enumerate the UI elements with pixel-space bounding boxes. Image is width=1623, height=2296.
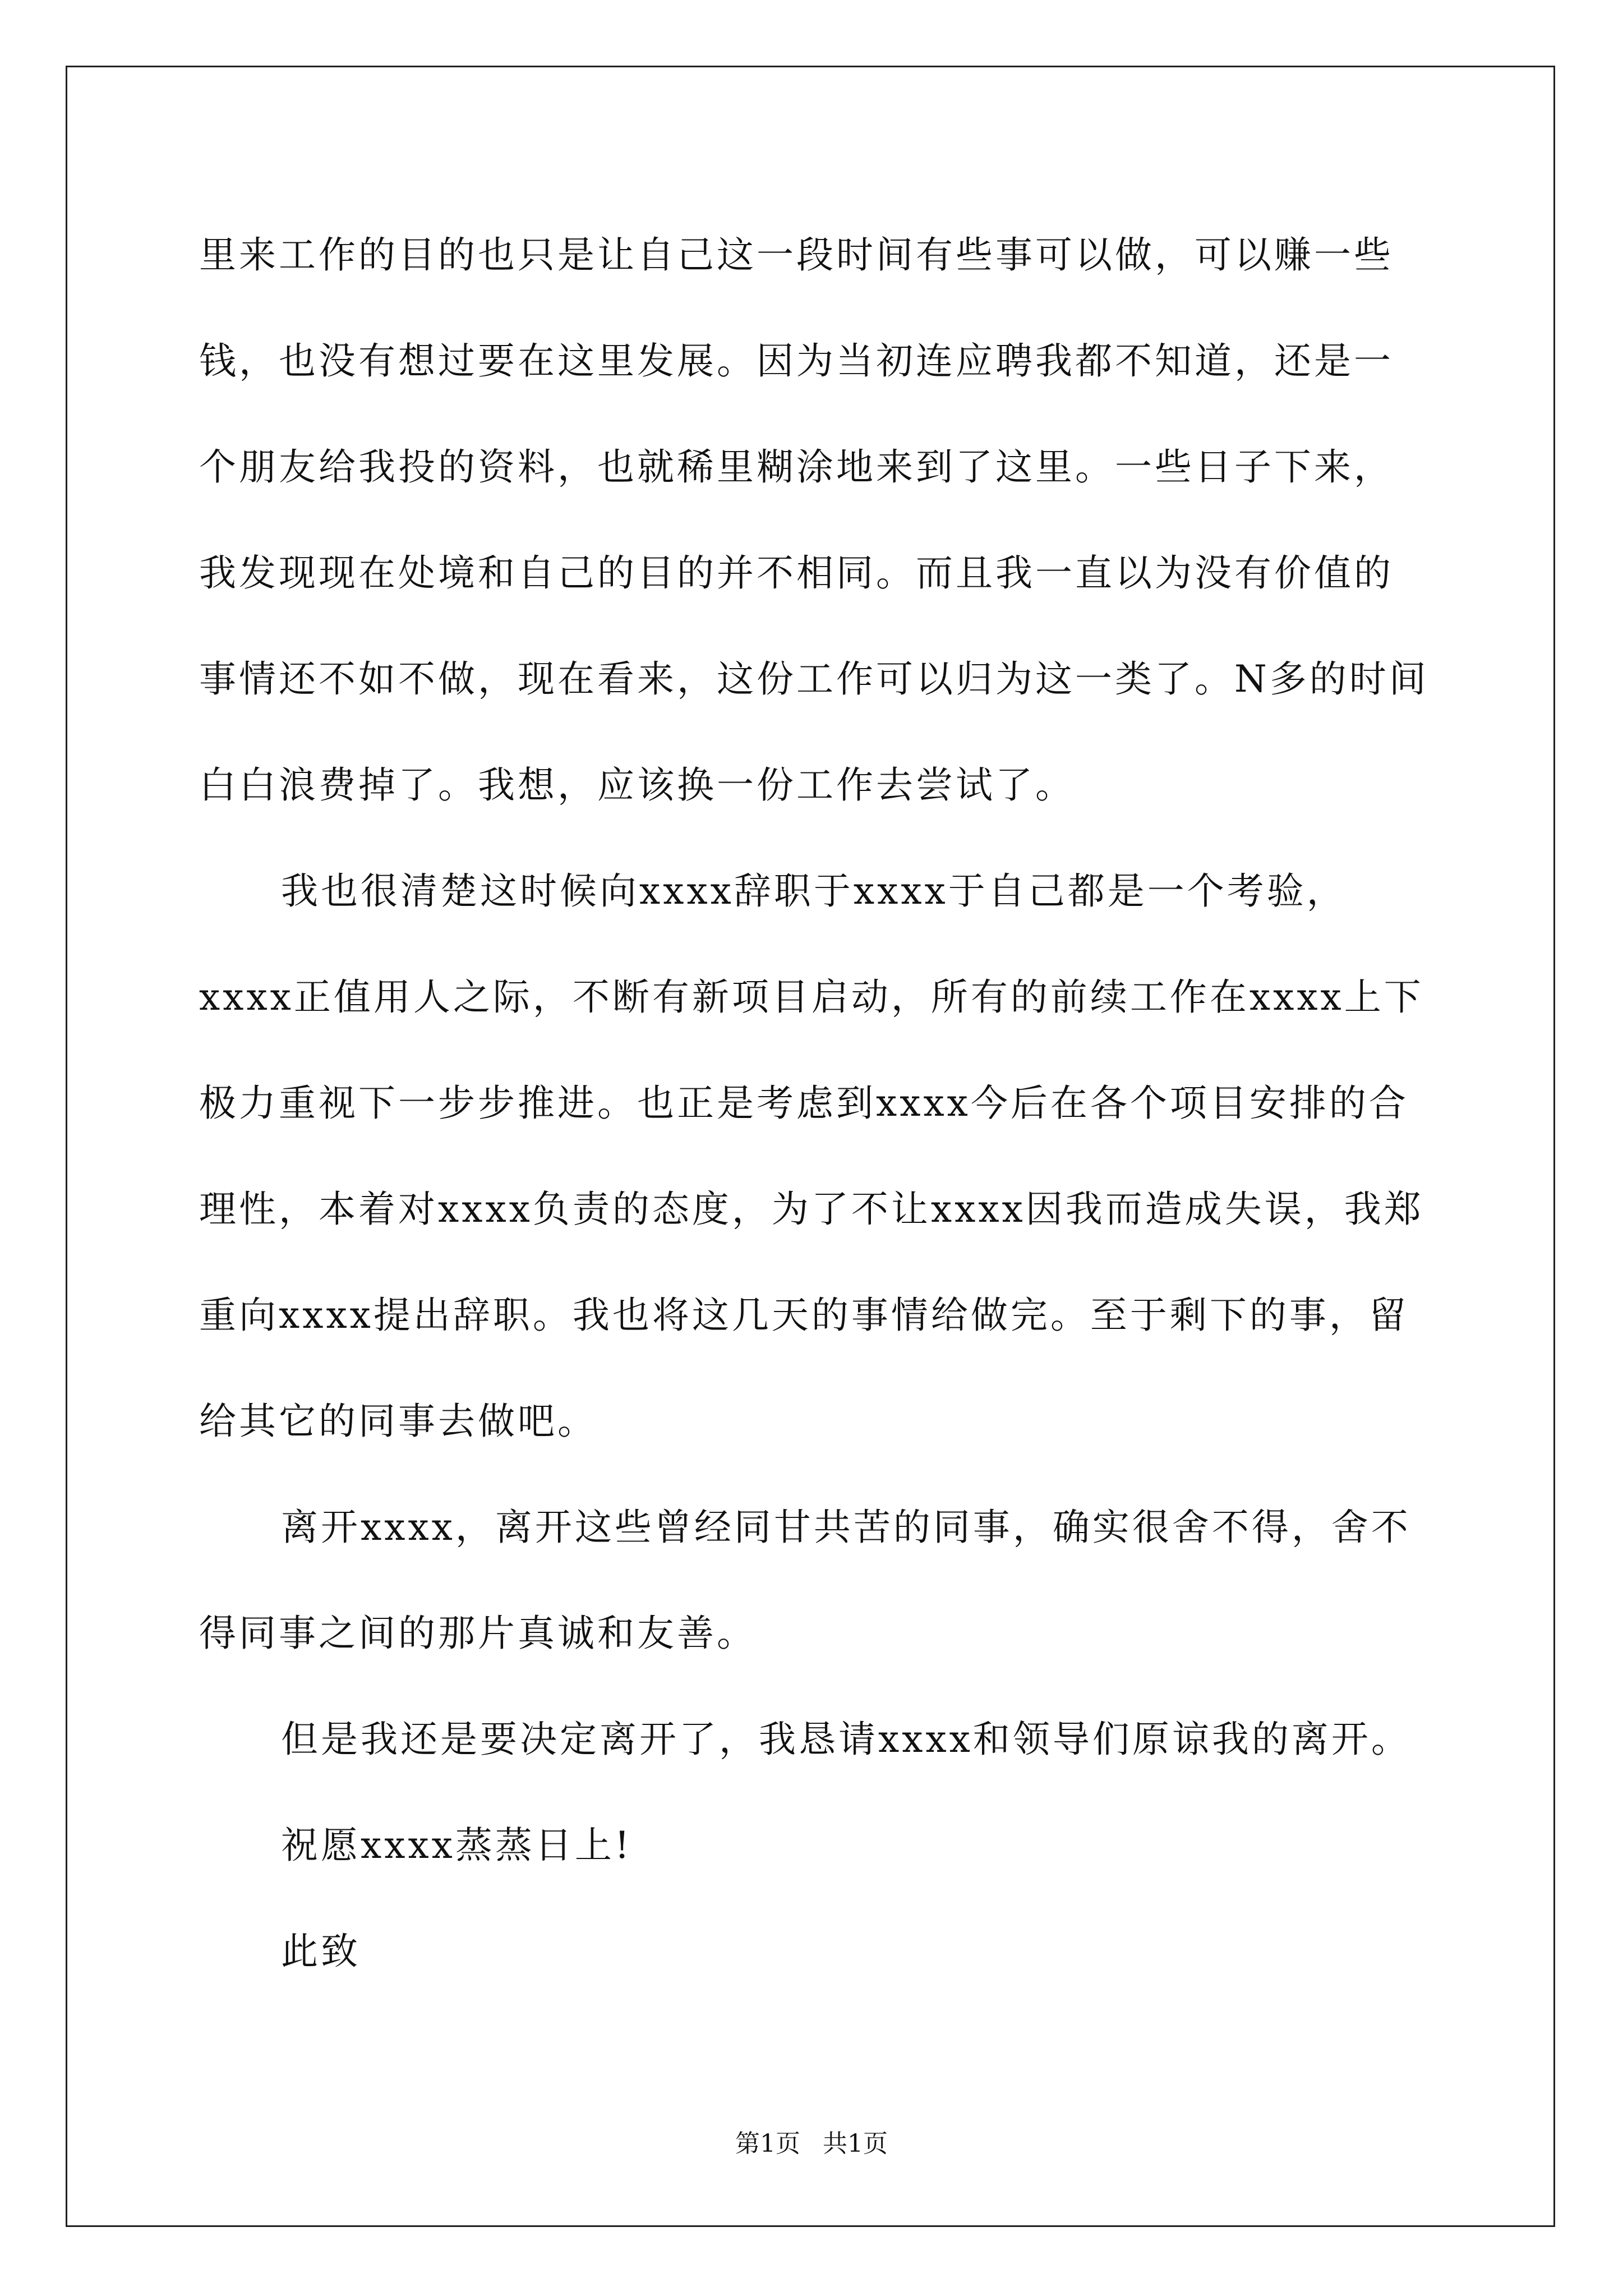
page-number-total: 共1页 bbox=[823, 2129, 888, 2158]
page-number-current: 第1页 bbox=[735, 2129, 800, 2158]
letter-body bbox=[199, 202, 1433, 2004]
paragraph: 祝愿xxxx蒸蒸日上! bbox=[281, 1824, 633, 1867]
paragraph: 但是我还是要决定离开了，我恳请xxxx和领导们原谅我的离开。 bbox=[281, 1718, 1411, 1761]
paragraph: 离开xxxx，离开这些曾经同甘共苦的同事，确实很舍不得，舍不得同事之间的那片真诚和友善。 bbox=[199, 1506, 1411, 1655]
paragraph: 我也很清楚这时候向xxxx辞职于xxxx于自己都是一个考验，xxxx正值用人之际，不断有新项目启动，所有的前续工作在xxxx上下极力重视下一步步推进。也正是考虑到xxxx今后在各个项目安排的合理性，本着对xxxx负责的态度，为了不让xxxx因我而造成失误，我郑重向xxxx提出辞职。我也将这几天的事情给做完。至于剩下的事，留给其它的同事去做吧。 bbox=[199, 869, 1424, 1443]
page-footer bbox=[0, 2127, 1623, 2161]
closing-salutation: 此致 bbox=[281, 1930, 361, 1973]
paragraph: 里来工作的目的也只是让自己这一段时间有些事可以做，可以赚一些钱，也没有想过要在这里发展。因为当初连应聘我都不知道，还是一个朋友给我投的资料，也就稀里糊涂地来到了这里。一些日子下来，我发现现在处境和自己的目的并不相同。而且我一直以为没有价值的事情还不如不做，现在看来，这份工作可以归为这一类了。N多的时间白白浪费掉了。我想，应该换一份工作去尝试了。 bbox=[199, 233, 1429, 807]
